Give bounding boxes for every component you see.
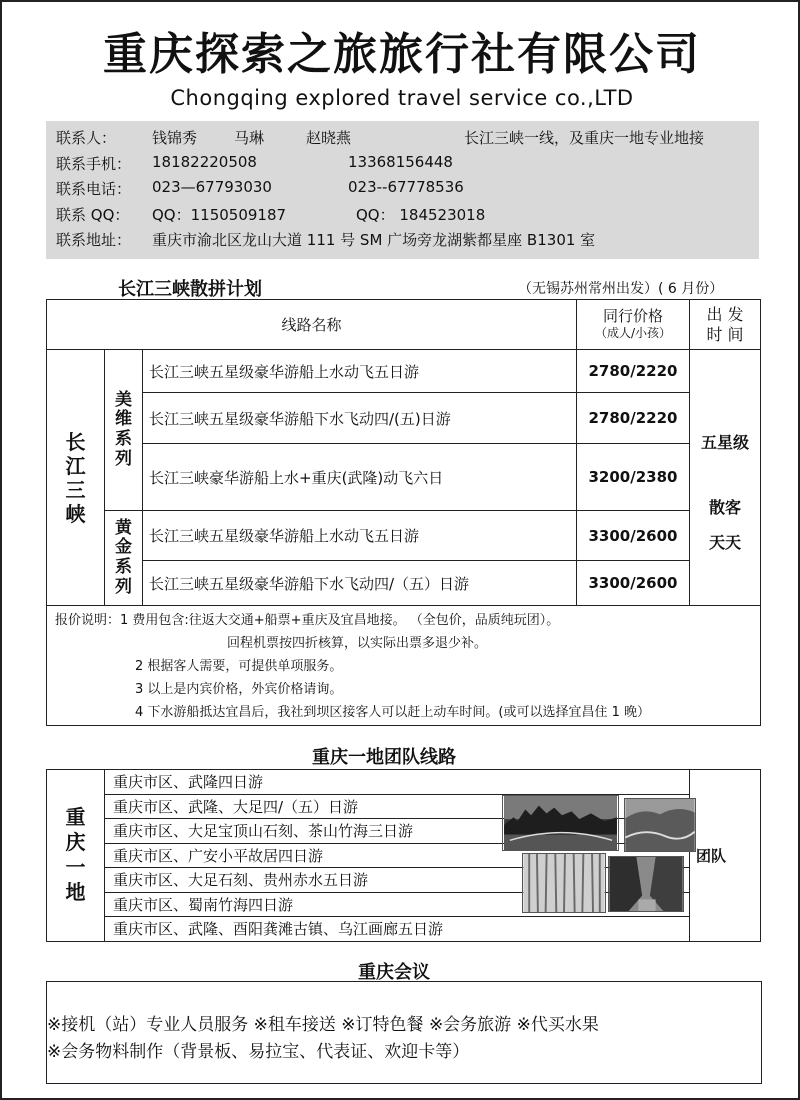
depart-star: 五星级 (700, 433, 749, 452)
series-golden: 黄金系列 (105, 511, 143, 606)
company-name-en: Chongqing explored travel service co.,LTD (170, 86, 634, 110)
region-yangtze: 长江三峡 (47, 350, 105, 606)
cq-route-4: 重庆市区、广安小平故居四日游 (105, 843, 690, 868)
contact-person-3: 赵晓燕 (306, 129, 352, 147)
route-row-5: 长江三峡五星级豪华游船下水飞动四/（五）日游 (143, 561, 577, 606)
qq-label: 联系 QQ： (56, 205, 130, 224)
chongqing-title: 重庆一地团队线路 (312, 747, 456, 768)
note-4: 3 以上是内宾价格，外宾价格请询。 (135, 682, 343, 697)
route-row-2: 长江三峡五星级豪华游船下水飞动四/(五)日游 (143, 393, 577, 444)
note-1: 报价说明：1 费用包含:往返大交通+船票+重庆及宜昌地接。 （全包价，品质纯玩团）。 (55, 613, 560, 628)
series-meiwei: 美维系列 (105, 350, 143, 511)
contact-person-label: 联系人： (56, 129, 117, 147)
specialty-text: 长江三峡一线，及重庆一地专业地接 (464, 129, 705, 147)
price-notes (46, 605, 761, 726)
conference-box (46, 981, 762, 1084)
route-row-3: 长江三峡豪华游船上水+重庆(武隆)动飞六日 (143, 444, 577, 511)
city-night-photo (502, 795, 619, 851)
price-row-2: 2780/2220 (577, 393, 690, 444)
col-price-header (577, 300, 690, 350)
depart-cell (690, 350, 761, 606)
yangtze-subtitle: （无锡苏州常州出发）( 6 月份） (518, 281, 724, 297)
qq-2: QQ： 184523018 (356, 205, 486, 224)
depart-scattered: 散客 (708, 498, 741, 518)
mobile-1: 18182220508 (152, 152, 257, 171)
price-row-4: 3300/2600 (577, 511, 690, 561)
conference-line-2: ※会务物料制作（背景板、易拉宝、代表证、欢迎卡等） (47, 1042, 470, 1062)
note-2: 回程机票按四折核算，以实际出票多退少补。 (227, 636, 488, 651)
address-text: 重庆市渝北区龙山大道 111 号 SM 广场旁龙湖紫都星座 B1301 室 (152, 231, 596, 249)
bamboo-forest-photo (522, 853, 606, 913)
col-route-header: 线路名称 (47, 300, 577, 350)
phone-1: 023—67793030 (152, 178, 272, 196)
contact-person-1: 钱锦秀 (152, 129, 198, 147)
cq-route-7: 重庆市区、武隆、酉阳龚滩古镇、乌江画廊五日游 (105, 917, 690, 942)
phone-2: 023--67778536 (348, 178, 464, 196)
phone-label: 联系电话： (56, 180, 132, 198)
company-name-cn: 重庆探索之旅旅行社有限公司 (103, 29, 701, 80)
depart-daily: 天天 (708, 532, 741, 552)
cq-route-6: 重庆市区、蜀南竹海四日游 (105, 892, 690, 917)
region-chongqing: 重庆一地 (47, 770, 105, 942)
mountain-road-photo (624, 798, 696, 852)
col-depart-label-2: 时 间 (706, 324, 744, 344)
qq-1: QQ：1150509187 (152, 205, 287, 224)
cq-type: 团队 (690, 770, 761, 942)
col-depart-label: 出 发 (706, 304, 744, 324)
contact-person-2: 马琳 (234, 129, 265, 147)
mobile-2: 13368156448 (348, 152, 453, 171)
note-3: 2 根据客人需要，可提供单项服务。 (135, 659, 343, 674)
price-row-5: 3300/2600 (577, 561, 690, 606)
route-row-1: 长江三峡五星级豪华游船上水动飞五日游 (143, 350, 577, 393)
cq-route-1: 重庆市区、武隆四日游 (105, 770, 690, 795)
conference-title: 重庆会议 (358, 962, 430, 983)
address-label: 联系地址： (56, 231, 132, 249)
price-row-1: 2780/2220 (577, 350, 690, 393)
gorge-photo (608, 856, 684, 912)
conference-line-1: ※接机（站）专业人员服务 ※租车接送 ※订特色餐 ※会务旅游 ※代买水果 (47, 1015, 599, 1035)
contact-panel (46, 121, 759, 259)
yangtze-title: 长江三峡散拼计划 (118, 279, 262, 300)
price-row-3: 3200/2380 (577, 444, 690, 511)
col-price-label: 同行价格 (602, 306, 663, 325)
route-row-4: 长江三峡五星级豪华游船上水动飞五日游 (143, 511, 577, 561)
yangtze-table (46, 299, 761, 606)
col-price-sub: （成人/小孩） (594, 326, 672, 341)
cq-route-2: 重庆市区、武隆、大足四/（五）日游 (105, 794, 690, 819)
note-5: 4 下水游船抵达宜昌后，我社到坝区接客人可以赶上动车时间。(或可以选择宜昌住 1 晚） (135, 705, 651, 720)
mobile-label: 联系手机： (56, 154, 132, 173)
col-depart-header (690, 300, 761, 350)
cq-route-3: 重庆市区、大足宝顶山石刻、茶山竹海三日游 (105, 819, 690, 844)
cq-route-5: 重庆市区、大足石刻、贵州赤水五日游 (105, 868, 690, 893)
